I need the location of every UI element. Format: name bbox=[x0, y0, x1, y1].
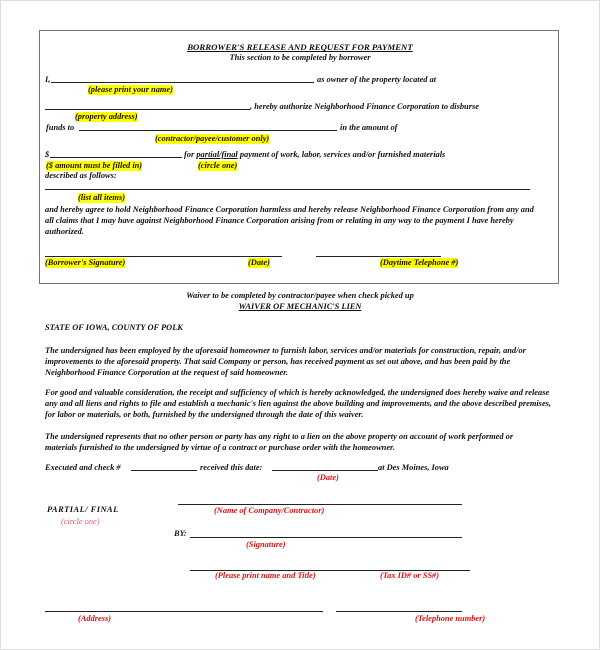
line3-prefix: funds to bbox=[46, 123, 75, 132]
borrower-title: BORROWER'S RELEASE AND REQUEST FOR PAYMENT bbox=[187, 42, 413, 52]
waiver-para-2: For good and valuable consideration, the receipt and sufficiency of which is hereby acknowledged, the undersigned does hereby waive and release any and all liens and rights to file and establish a mechanic's lien against the above building and improvements, and the above described premises, for labor or materials, or both, furnished by the undersigned through the date of this waiver. bbox=[45, 388, 552, 419]
print-name-hint: (Please print name and Title) bbox=[215, 571, 316, 580]
items-hint: (list all items) bbox=[78, 193, 125, 202]
company-name-field[interactable] bbox=[178, 504, 462, 505]
address-hint: (Address) bbox=[78, 614, 112, 623]
received-date-field[interactable] bbox=[272, 470, 378, 471]
received-label: received this date: bbox=[200, 463, 263, 472]
address-hint: (property address) bbox=[75, 112, 138, 121]
line2-suffix: , hereby authorize Neighborhood Finance Corporation to disburse bbox=[250, 102, 479, 111]
daytime-phone-field[interactable] bbox=[316, 256, 441, 257]
property-address-field[interactable] bbox=[45, 109, 250, 110]
contractor-signature-field[interactable] bbox=[190, 537, 462, 538]
line4-suffix: payment of work, labor, services and/or furnished materials bbox=[239, 150, 446, 159]
date-hint: (Date) bbox=[248, 258, 270, 267]
items-field[interactable] bbox=[45, 189, 530, 190]
company-hint: (Name of Company/Contractor) bbox=[214, 506, 325, 515]
waiver-para-1: The undersigned has been employed by the aforesaid homeowner to furnish labor, services and/or materials for construction, repair, and/or improvements to the aforesaid property. That said Company or person, has received payment as set out above, and has been paid by the Neighborhood Finance Corporation at the request of said homeowner. bbox=[45, 346, 526, 377]
by-label: BY: bbox=[174, 529, 187, 538]
borrower-subtitle: This section to be completed by borrower bbox=[229, 53, 371, 62]
address-field[interactable] bbox=[45, 611, 323, 612]
dollar-sign: $ bbox=[45, 150, 50, 159]
tax-id-hint: (Tax ID# or SS#) bbox=[380, 571, 440, 580]
line3-suffix: in the amount of bbox=[340, 123, 398, 132]
location-text: at Des Moines, Iowa bbox=[378, 463, 449, 472]
partial-final-choice[interactable]: PARTIAL/ FINAL bbox=[47, 505, 119, 514]
amount-hint: ($ amount must be filled in) bbox=[46, 161, 143, 170]
partial-final-choice[interactable]: partial/final bbox=[196, 150, 238, 159]
waiver-para-3: The undersigned represents that no other person or party has any right to a lien on the above property on account of work performed or materials furnished to the undersigned by virtue of a contract or purchase order with the homeowner. bbox=[45, 432, 514, 452]
contractor-signature-hint: (Signature) bbox=[246, 540, 286, 549]
for-text: for bbox=[184, 150, 195, 159]
borrower-signature-field[interactable] bbox=[45, 256, 282, 257]
waiver-title: WAIVER OF MECHANIC'S LIEN bbox=[238, 302, 362, 311]
phone-hint: (Daytime Telephone #) bbox=[380, 258, 459, 267]
agreement-text: and hereby agree to hold Neighborhood Finance Corporation harmless and hereby release Neighborhood Finance Corporation from any and all claims that I may have against Neighborhood Finance Corporation arising from or relating in any way to the payment I have hereby authorized. bbox=[45, 205, 534, 236]
name-field[interactable] bbox=[51, 82, 314, 83]
telephone-hint: (Telephone number) bbox=[415, 614, 486, 623]
telephone-field[interactable] bbox=[336, 611, 462, 612]
circle-one-hint: (circle one) bbox=[61, 517, 100, 526]
borrower-signature-hint: (Borrower's Signature) bbox=[45, 258, 126, 267]
waiver-date-hint: (Date) bbox=[317, 473, 339, 482]
line4-for bbox=[184, 150, 445, 160]
payee-hint: (contractor/payee/customer only) bbox=[155, 134, 270, 143]
described-label: described as follows: bbox=[45, 171, 117, 180]
payee-field[interactable] bbox=[79, 130, 337, 131]
circle-hint: (circle one) bbox=[198, 161, 238, 170]
line1-suffix: as owner of the property located at bbox=[317, 75, 437, 84]
amount-field[interactable] bbox=[50, 157, 182, 158]
name-hint: (please print your name) bbox=[88, 85, 173, 94]
state-county: STATE OF IOWA, COUNTY OF POLK bbox=[45, 323, 183, 332]
line1-prefix: I, bbox=[45, 75, 51, 84]
waiver-intro: Waiver to be completed by contractor/payee when check picked up bbox=[186, 291, 414, 300]
executed-label: Executed and check # bbox=[45, 463, 121, 472]
check-number-field[interactable] bbox=[131, 470, 197, 471]
